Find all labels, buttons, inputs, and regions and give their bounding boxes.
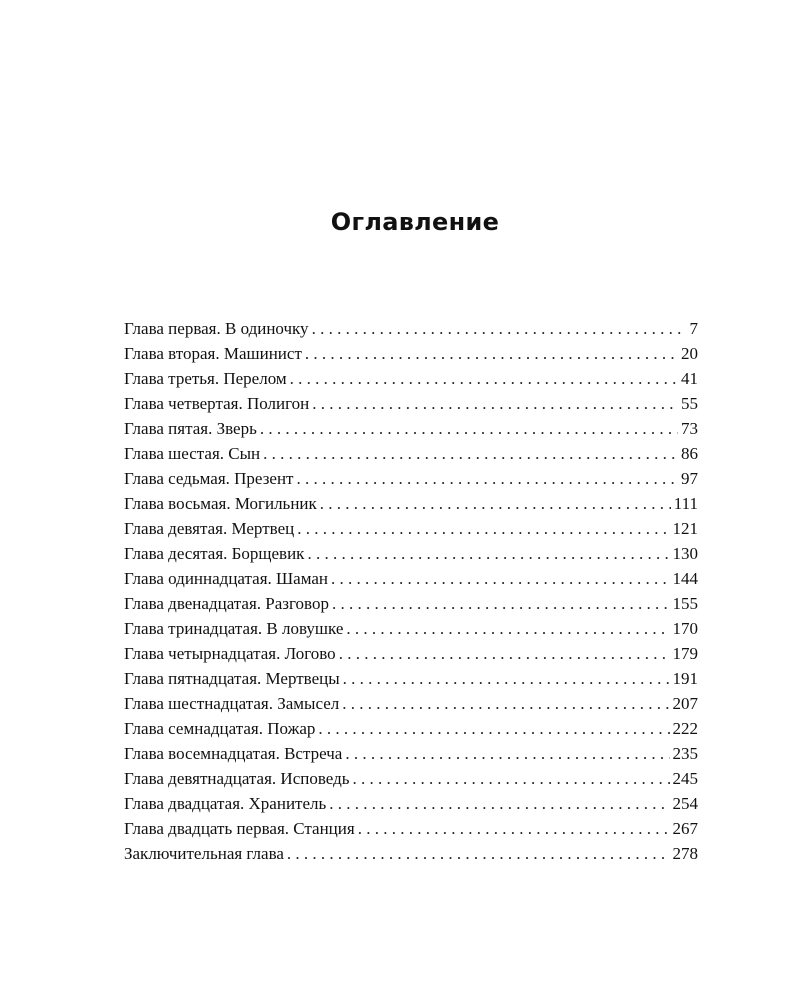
toc-entry	[124, 516, 698, 541]
dot-leader	[312, 316, 681, 341]
toc-entry-page: 267	[672, 819, 698, 838]
toc-entry-page: 20	[681, 344, 698, 363]
dot-leader	[331, 566, 669, 591]
toc-entry-title: Глава седьмая. Презент	[124, 469, 294, 488]
toc-entry-page: 97	[681, 469, 698, 488]
toc-entry-title: Глава девятнадцатая. Исповедь	[124, 769, 350, 788]
toc-entry-title: Глава третья. Перелом	[124, 369, 287, 388]
toc-entry-title: Глава тринадцатая. В ловушке	[124, 619, 344, 638]
toc-entry-page: 235	[672, 744, 698, 763]
dot-leader	[287, 841, 670, 866]
toc-entry-title: Глава семнадцатая. Пожар	[124, 719, 316, 738]
toc-entry-title: Глава девятая. Мертвец	[124, 519, 295, 538]
dot-leader	[329, 791, 669, 816]
dot-leader	[353, 766, 670, 791]
toc-entry-page: 86	[681, 444, 698, 463]
toc-entry-page: 41	[681, 369, 698, 388]
toc-entry	[124, 791, 698, 816]
toc-entry-page: 191	[672, 669, 698, 688]
dot-leader	[345, 741, 669, 766]
dot-leader	[260, 416, 678, 441]
toc-entry-page: 170	[672, 619, 698, 638]
page-title: Оглавление	[330, 208, 500, 236]
toc-entry-title: Глава четвертая. Полигон	[124, 394, 310, 413]
dot-leader	[312, 391, 678, 416]
toc-entry-page: 73	[681, 419, 698, 438]
toc-entry	[124, 666, 698, 691]
toc-entry	[124, 316, 698, 341]
toc-entry	[124, 566, 698, 591]
toc-entry-title: Глава двадцать первая. Станция	[124, 819, 355, 838]
dot-leader	[320, 491, 671, 516]
toc-entry	[124, 391, 698, 416]
toc-entry	[124, 441, 698, 466]
toc-entry-page: 207	[672, 694, 698, 713]
toc-entry-title: Глава двенадцатая. Разговор	[124, 594, 329, 613]
toc-entry-title: Глава десятая. Борщевик	[124, 544, 305, 563]
toc-entry	[124, 766, 698, 791]
toc-entry-page: 222	[672, 719, 698, 738]
toc-entry-page: 155	[672, 594, 698, 613]
toc-entry-title: Глава пятая. Зверь	[124, 419, 257, 438]
dot-leader	[305, 341, 678, 366]
toc-entry-title: Глава вторая. Машинист	[124, 344, 302, 363]
dot-leader	[307, 541, 669, 566]
toc-entry-title: Глава четырнадцатая. Логово	[124, 644, 336, 663]
toc-entry-page: 111	[673, 494, 698, 513]
dot-leader	[343, 666, 670, 691]
toc-entry	[124, 616, 698, 641]
dot-leader	[290, 366, 678, 391]
dot-leader	[318, 716, 669, 741]
toc-entry-page: 179	[672, 644, 698, 663]
toc-entry-title: Глава восьмая. Могильник	[124, 494, 317, 513]
toc-entry-page: 55	[681, 394, 698, 413]
toc-entry-title: Глава пятнадцатая. Мертвецы	[124, 669, 340, 688]
toc-entry	[124, 466, 698, 491]
dot-leader	[296, 466, 678, 491]
toc-entry-title: Глава первая. В одиночку	[124, 319, 309, 338]
toc-entry	[124, 541, 698, 566]
toc-entry-page: 144	[672, 569, 698, 588]
dot-leader	[297, 516, 669, 541]
toc-entry-page: 7	[689, 319, 698, 338]
toc-entry	[124, 416, 698, 441]
toc-entry	[124, 591, 698, 616]
toc-entry	[124, 366, 698, 391]
toc-entry	[124, 641, 698, 666]
dot-leader	[358, 816, 670, 841]
toc-entry	[124, 716, 698, 741]
dot-leader	[332, 591, 670, 616]
toc-entry-title: Глава двадцатая. Хранитель	[124, 794, 327, 813]
dot-leader	[346, 616, 669, 641]
toc-entry	[124, 341, 698, 366]
toc-entry	[124, 491, 698, 516]
toc-entry-page: 121	[672, 519, 698, 538]
toc-entry	[124, 741, 698, 766]
toc-entry-page: 254	[672, 794, 698, 813]
dot-leader	[339, 641, 670, 666]
toc-entry-title: Глава шестая. Сын	[124, 444, 261, 463]
dot-leader	[342, 691, 669, 716]
dot-leader	[263, 441, 678, 466]
toc-entry-page: 278	[672, 844, 698, 863]
toc-entry	[124, 841, 698, 866]
toc-entry-title: Глава шестнадцатая. Замысел	[124, 694, 340, 713]
toc-entry-title: Заключительная глава	[124, 844, 284, 863]
toc-entry	[124, 691, 698, 716]
toc-entry-page: 245	[672, 769, 698, 788]
toc-entry	[124, 816, 698, 841]
toc-entry-title: Глава восемнадцатая. Встреча	[124, 744, 343, 763]
table-of-contents	[124, 316, 698, 866]
toc-entry-title: Глава одиннадцатая. Шаман	[124, 569, 329, 588]
toc-entry-page: 130	[672, 544, 698, 563]
